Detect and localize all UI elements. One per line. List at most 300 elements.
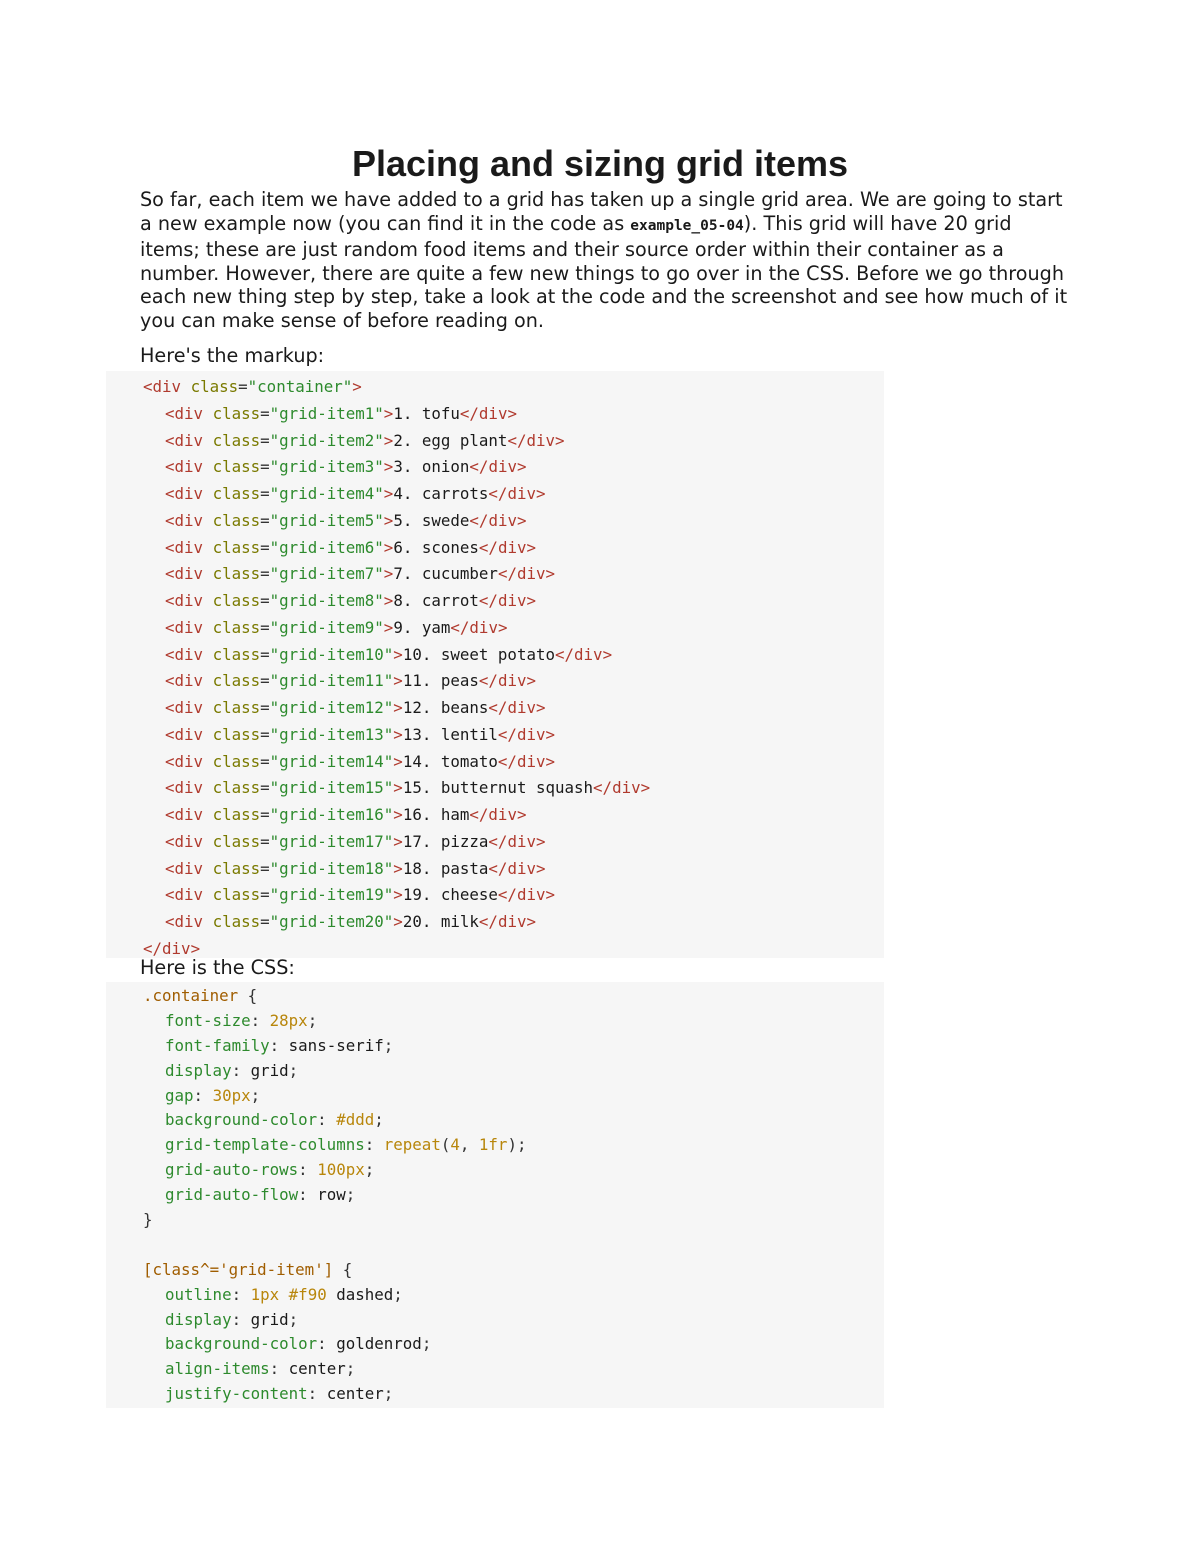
tag-name: div	[516, 724, 546, 744]
tag-bracket: >	[526, 671, 536, 691]
item-text: 14. tomato	[402, 751, 498, 771]
semicolon: ;	[374, 1110, 384, 1130]
tag-name: div	[174, 591, 204, 610]
item-text: 19. cheese	[402, 885, 498, 905]
space	[203, 511, 213, 530]
css-value: #ddd	[336, 1110, 375, 1130]
markup-label: Here's the markup:	[140, 344, 325, 367]
item-text: 7. cucumber	[393, 564, 498, 584]
code-line	[143, 722, 884, 749]
brace: {	[238, 986, 258, 1005]
attr-name: class	[212, 403, 261, 423]
tag-bracket: >	[526, 537, 537, 557]
attr-name: class	[190, 377, 239, 396]
tag-bracket: >	[383, 564, 394, 584]
tag-bracket: >	[393, 671, 403, 691]
code-line	[143, 642, 884, 669]
css-value: (	[440, 1135, 451, 1155]
semicolon: ;	[516, 1135, 527, 1155]
tag-bracket: <	[165, 858, 175, 878]
tag-bracket: </	[497, 724, 517, 744]
tag-bracket: >	[383, 591, 394, 610]
attr-value: "grid-item2"	[269, 430, 384, 450]
tag-bracket: </	[469, 510, 489, 530]
tag-bracket: >	[526, 591, 537, 610]
item-text: 6. scones	[393, 537, 479, 557]
semicolon: ;	[383, 1035, 394, 1055]
space	[203, 859, 213, 878]
tag-bracket: >	[536, 831, 546, 851]
css-value: 1px	[250, 1284, 280, 1304]
attr-name: class	[212, 484, 261, 503]
tag-bracket: <	[165, 430, 175, 450]
css-declaration	[143, 1382, 884, 1407]
tag-bracket: >	[536, 484, 546, 503]
attr-name: class	[212, 751, 261, 771]
item-text: 11. peas	[402, 671, 479, 691]
tag-bracket: >	[393, 831, 403, 851]
tag-bracket: </	[469, 805, 489, 824]
css-value: 1fr	[478, 1135, 508, 1155]
tag-bracket: >	[536, 698, 546, 717]
tag-bracket: <	[165, 457, 175, 477]
tag-name: div	[174, 457, 204, 477]
tag-bracket: >	[393, 805, 403, 824]
attr-value: "grid-item16"	[269, 805, 394, 824]
semicolon: ;	[383, 1384, 394, 1404]
space	[203, 404, 213, 423]
item-text: 16. ham	[402, 805, 470, 824]
attr-name: class	[212, 724, 261, 744]
tag-bracket: </	[450, 617, 470, 637]
code-line	[143, 856, 884, 883]
tag-bracket: >	[383, 430, 394, 450]
tag-bracket: >	[352, 377, 362, 396]
tag-bracket: >	[393, 885, 403, 905]
tag-name: div	[478, 403, 508, 423]
equals: =	[260, 617, 270, 637]
attr-name: class	[212, 671, 261, 691]
css-declaration	[143, 1308, 884, 1333]
tag-name: div	[174, 564, 204, 584]
code-line	[143, 695, 884, 722]
tag-bracket: >	[383, 484, 394, 503]
tag-name: div	[507, 831, 536, 851]
tag-bracket: <	[165, 591, 175, 610]
code-line	[143, 909, 884, 936]
tag-name: div	[152, 377, 182, 396]
tag-name: div	[488, 510, 517, 530]
tag-name: div	[174, 912, 204, 931]
tag-name: div	[507, 698, 536, 717]
space	[203, 752, 213, 771]
colon: :	[317, 1110, 337, 1130]
intro-text-after: ). This grid will have 20 grid items; these are just random food items and their source order within their container as a number. However, there are quite a few new things to go over in the CSS. Before we go through each new thing step by step, take a look at the code and the screenshot and see how much of it you can make sense of before reading on.	[140, 211, 1068, 332]
tag-bracket: <	[165, 698, 175, 717]
tag-bracket: <	[165, 644, 175, 664]
attr-name: class	[212, 564, 261, 584]
code-line	[143, 802, 884, 829]
css-property: font-size	[165, 1010, 251, 1030]
space	[203, 564, 213, 583]
blank-line	[143, 1233, 884, 1258]
tag-bracket: <	[165, 912, 175, 931]
attr-value: "grid-item18"	[269, 858, 394, 878]
css-close-line	[143, 1208, 884, 1233]
tag-bracket: >	[393, 751, 403, 771]
tag-name: div	[174, 617, 204, 637]
colon: :	[298, 1160, 318, 1180]
attr-name: class	[212, 430, 261, 450]
tag-name: div	[469, 617, 498, 637]
tag-bracket: <	[165, 778, 175, 798]
css-selector-line	[143, 984, 884, 1009]
tag-name: div	[174, 805, 204, 824]
space	[203, 698, 213, 717]
css-value: row	[317, 1185, 346, 1205]
css-value	[279, 1285, 289, 1304]
tag-name: div	[507, 484, 536, 503]
css-declaration	[143, 1034, 884, 1059]
equals: =	[260, 403, 270, 423]
css-value: grid	[250, 1060, 289, 1080]
tag-bracket: >	[516, 805, 527, 824]
tag-bracket: </	[488, 831, 508, 851]
space	[203, 832, 213, 851]
tag-name: div	[162, 938, 191, 958]
equals: =	[260, 724, 270, 744]
semicolon: ;	[288, 1060, 299, 1080]
code-line	[143, 401, 884, 428]
tag-bracket: >	[383, 537, 394, 557]
attr-name: class	[212, 858, 261, 878]
css-property: justify-content	[165, 1384, 308, 1404]
colon: :	[269, 1359, 289, 1379]
item-text: 17. pizza	[402, 831, 489, 851]
tag-bracket: <	[165, 510, 175, 530]
tag-name: div	[174, 430, 204, 450]
tag-name: div	[174, 510, 204, 530]
tag-bracket: >	[526, 912, 536, 931]
code-line	[143, 374, 884, 401]
css-property: display	[165, 1309, 232, 1329]
tag-bracket: >	[393, 724, 403, 744]
equals: =	[260, 858, 270, 878]
tag-bracket: <	[165, 671, 175, 691]
colon: :	[317, 1334, 337, 1354]
space	[203, 778, 213, 797]
attr-value: "grid-item11"	[269, 671, 394, 691]
tag-name: div	[174, 751, 204, 771]
tag-bracket: </	[497, 751, 517, 771]
tag-bracket: <	[143, 377, 153, 396]
equals: =	[260, 698, 270, 717]
code-line	[143, 481, 884, 508]
equals: =	[260, 671, 270, 691]
equals: =	[260, 778, 270, 798]
tag-bracket: >	[393, 858, 403, 878]
attr-value: "grid-item9"	[269, 617, 384, 637]
css-declaration	[143, 1133, 884, 1158]
css-property: font-family	[165, 1035, 270, 1055]
tag-bracket: >	[383, 457, 394, 477]
css-value: ,	[459, 1135, 479, 1155]
tag-name: div	[174, 484, 204, 503]
equals: =	[260, 430, 270, 450]
equals: =	[260, 591, 270, 610]
css-value: #f90	[288, 1284, 327, 1304]
css-property: background-color	[165, 1334, 318, 1354]
css-declaration	[143, 1357, 884, 1382]
tag-bracket: </	[593, 778, 613, 798]
tag-name: div	[174, 644, 204, 664]
tag-bracket: >	[393, 778, 403, 798]
semicolon: ;	[307, 1010, 318, 1030]
css-code-block	[106, 982, 884, 1408]
code-line	[143, 454, 884, 481]
tag-bracket: </	[488, 858, 508, 878]
semicolon: ;	[345, 1359, 356, 1379]
semicolon: ;	[288, 1309, 299, 1329]
attr-name: class	[212, 457, 261, 477]
tag-name: div	[174, 671, 204, 691]
tag-name: div	[174, 831, 204, 851]
equals: =	[260, 805, 270, 824]
css-property: outline	[165, 1284, 232, 1304]
equals: =	[260, 510, 270, 530]
attr-name: class	[212, 510, 261, 530]
attr-name: class	[212, 885, 261, 905]
css-property: align-items	[165, 1359, 270, 1379]
equals: =	[238, 377, 248, 396]
attr-value: "grid-item19"	[269, 885, 394, 905]
tag-bracket: >	[545, 724, 556, 744]
item-text: 10. sweet potato	[402, 644, 555, 664]
css-value: 100px	[317, 1160, 365, 1180]
space	[203, 885, 213, 904]
space	[203, 645, 213, 664]
colon: :	[298, 1185, 318, 1205]
tag-bracket: >	[507, 403, 517, 423]
space	[203, 618, 213, 637]
tag-bracket: </	[478, 537, 498, 557]
css-selector-line	[143, 1258, 884, 1283]
tag-bracket: >	[640, 778, 651, 798]
space	[203, 457, 213, 476]
attr-value: "grid-item6"	[269, 537, 384, 557]
equals: =	[260, 751, 270, 771]
colon: :	[269, 1035, 289, 1055]
tag-name: div	[516, 885, 546, 905]
css-value: 28px	[269, 1010, 308, 1030]
space	[203, 725, 213, 744]
css-declaration	[143, 1283, 884, 1308]
tag-bracket: >	[602, 644, 613, 664]
tag-bracket: <	[165, 724, 175, 744]
code-line	[143, 749, 884, 776]
tag-name: div	[174, 724, 204, 744]
space	[203, 591, 213, 610]
colon: :	[364, 1135, 384, 1155]
page-title: Placing and sizing grid items	[351, 143, 849, 184]
code-line	[143, 668, 884, 695]
attr-value: "grid-item4"	[269, 484, 384, 503]
item-text: 12. beans	[402, 698, 489, 717]
attr-value: "grid-item17"	[269, 831, 394, 851]
tag-bracket: </	[497, 564, 517, 584]
item-text: 4. carrots	[393, 484, 489, 503]
space	[181, 377, 191, 396]
tag-bracket: <	[165, 617, 175, 637]
equals: =	[260, 457, 270, 477]
code-line	[143, 508, 884, 535]
tag-bracket: <	[165, 484, 175, 503]
attr-name: class	[212, 912, 261, 931]
css-label: Here is the CSS:	[140, 956, 295, 979]
code-line	[143, 936, 884, 958]
colon: :	[231, 1309, 251, 1329]
space	[203, 671, 213, 690]
attr-value: "grid-item8"	[269, 591, 384, 610]
css-value: center	[288, 1359, 346, 1379]
equals: =	[260, 831, 270, 851]
css-declaration	[143, 1183, 884, 1208]
semicolon: ;	[393, 1284, 403, 1304]
attr-name: class	[212, 778, 261, 798]
tag-name: div	[488, 457, 517, 477]
tag-bracket: >	[383, 617, 394, 637]
item-text: 1. tofu	[393, 403, 460, 423]
tag-name: div	[507, 858, 536, 878]
attr-value: "grid-item20"	[269, 912, 394, 931]
tag-name: div	[526, 430, 556, 450]
markup-code-block	[106, 371, 884, 958]
css-property: background-color	[165, 1110, 318, 1130]
tag-bracket: </	[507, 430, 527, 450]
item-text: 13. lentil	[402, 724, 498, 744]
css-property: grid-auto-rows	[165, 1160, 299, 1180]
tag-bracket: </	[488, 484, 508, 503]
code-line	[143, 615, 884, 642]
css-value: goldenrod	[336, 1334, 422, 1354]
item-text: 2. egg plant	[393, 430, 508, 450]
css-selector: .container	[143, 986, 239, 1005]
item-text: 3. onion	[393, 457, 470, 477]
tag-bracket: >	[536, 858, 546, 878]
tag-bracket: >	[383, 510, 394, 530]
attr-value: "container"	[247, 377, 353, 396]
attr-value: "grid-item12"	[269, 698, 394, 717]
intro-text-before: So far, each item we have added to a grid has taken up a single grid area. We are going to start a new example now (you can find it in the code as	[140, 188, 1063, 235]
colon: :	[250, 1010, 270, 1030]
tag-name: div	[174, 858, 204, 878]
colon: :	[307, 1384, 327, 1404]
tag-bracket: </	[459, 403, 479, 423]
semicolon: ;	[250, 1085, 261, 1105]
semicolon: ;	[364, 1160, 375, 1180]
css-declaration	[143, 1158, 884, 1183]
attr-value: "grid-item5"	[269, 510, 384, 530]
tag-bracket: >	[190, 938, 201, 958]
tag-bracket: </	[143, 938, 163, 958]
css-property: display	[165, 1060, 232, 1080]
tag-bracket: <	[165, 751, 175, 771]
tag-name: div	[574, 644, 603, 664]
attr-name: class	[212, 537, 261, 557]
colon: :	[231, 1284, 251, 1304]
css-value: center	[326, 1384, 384, 1404]
attr-value: "grid-item10"	[269, 644, 394, 664]
css-declaration	[143, 1059, 884, 1084]
attr-value: "grid-item13"	[269, 724, 394, 744]
tag-bracket: >	[516, 510, 527, 530]
attr-value: "grid-item14"	[269, 751, 394, 771]
attr-name: class	[212, 805, 261, 824]
tag-bracket: >	[545, 885, 556, 905]
css-value: repeat	[383, 1135, 441, 1155]
tag-name: div	[174, 698, 204, 717]
code-line	[143, 882, 884, 909]
space	[203, 912, 213, 931]
attr-name: class	[212, 698, 261, 717]
tag-bracket: </	[469, 457, 489, 477]
attr-value: "grid-item3"	[269, 457, 384, 477]
tag-bracket: >	[545, 751, 556, 771]
attr-name: class	[212, 591, 261, 610]
tag-name: div	[174, 403, 204, 423]
space	[203, 805, 213, 824]
brace: }	[143, 1210, 153, 1230]
tag-bracket: </	[478, 591, 498, 610]
inline-code: example_05-04	[630, 217, 744, 234]
equals: =	[260, 885, 270, 905]
tag-bracket: </	[554, 644, 575, 664]
semicolon: ;	[345, 1185, 356, 1205]
tag-bracket: >	[545, 564, 556, 584]
css-value: grid	[250, 1309, 289, 1329]
tag-bracket: </	[478, 671, 498, 691]
tag-bracket: >	[516, 457, 527, 477]
tag-bracket: >	[393, 912, 403, 931]
equals: =	[260, 537, 270, 557]
attr-name: class	[212, 831, 261, 851]
tag-name: div	[174, 885, 204, 905]
tag-bracket: >	[393, 644, 403, 664]
tag-bracket: </	[488, 698, 508, 717]
tag-bracket: <	[165, 403, 175, 423]
code-line	[143, 561, 884, 588]
tag-name: div	[174, 778, 204, 798]
item-text: 8. carrot	[393, 591, 479, 610]
css-property: gap	[165, 1085, 194, 1105]
intro-paragraph	[140, 188, 1070, 333]
tag-name: div	[497, 591, 527, 610]
tag-bracket: >	[383, 403, 394, 423]
space	[203, 538, 213, 557]
tag-bracket: >	[393, 698, 403, 717]
attr-name: class	[212, 617, 261, 637]
equals: =	[260, 644, 270, 664]
tag-name: div	[497, 537, 527, 557]
tag-bracket: <	[165, 805, 175, 824]
tag-name: div	[174, 537, 204, 557]
space	[203, 431, 213, 450]
css-declaration	[143, 1108, 884, 1133]
tag-bracket: <	[165, 885, 175, 905]
tag-bracket: >	[497, 617, 508, 637]
item-text: 20. milk	[402, 912, 479, 931]
item-text: 9. yam	[393, 617, 451, 637]
